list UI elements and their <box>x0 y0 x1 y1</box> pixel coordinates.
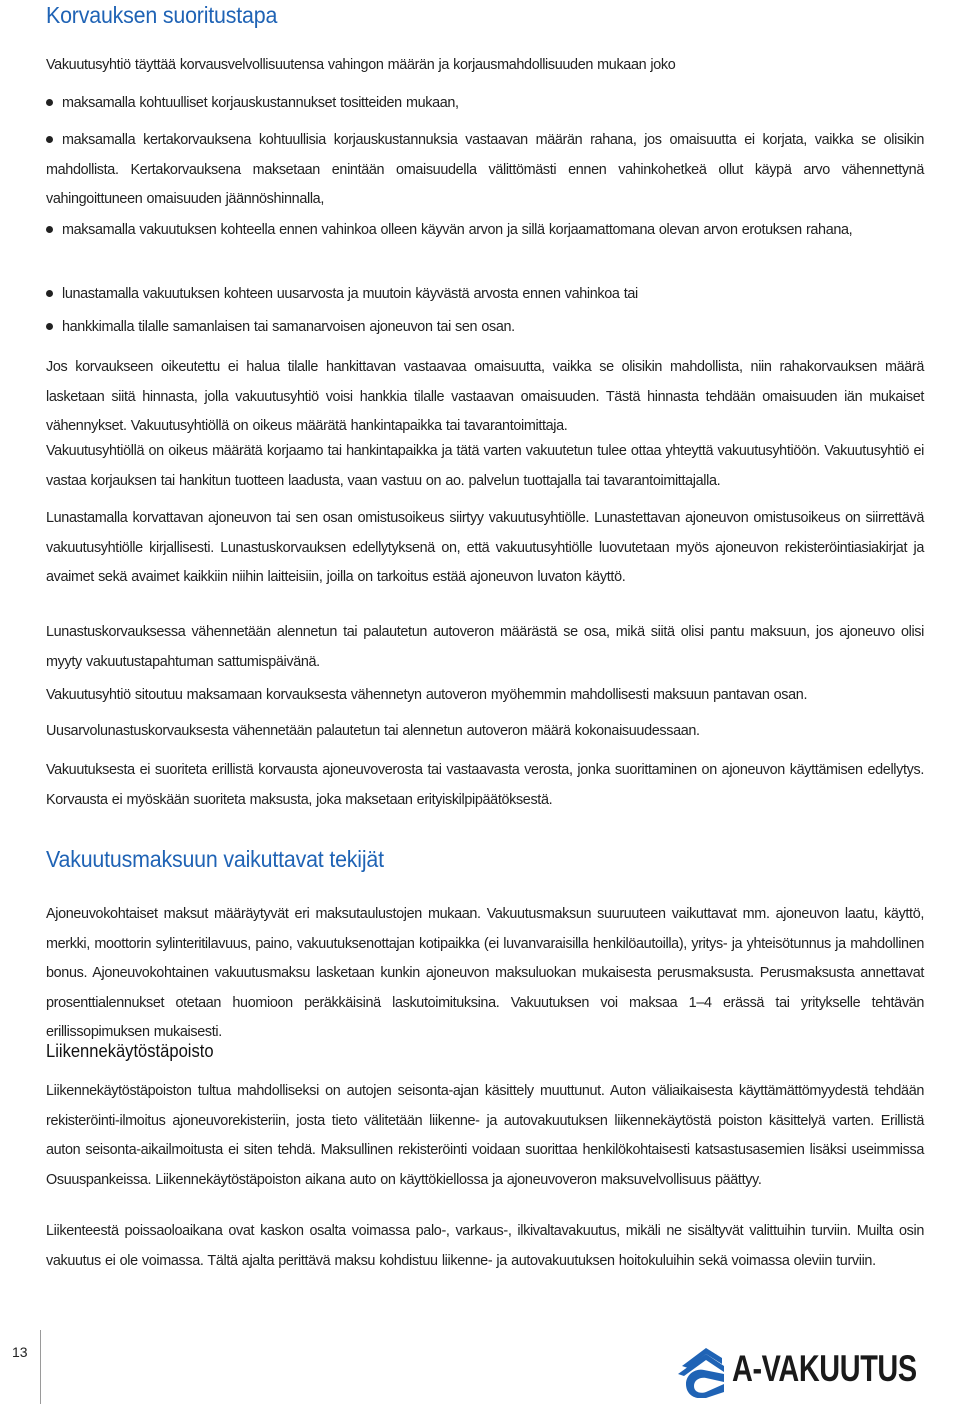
bullet-icon <box>46 290 53 297</box>
bullet-icon <box>46 323 53 330</box>
a-vakuutus-logo-icon <box>672 1344 730 1398</box>
paragraph: Lunastamalla korvattavan ajoneuvon tai sen osan omistusoikeus siirtyy vakuutusyhtiölle. Lunastettavan ajoneuvon omistusoikeus on siirrettävä vakuutusyhtiölle kirjallisesti. Lunastuskorvauksen edellytyksenä on, että vakuutusyhtiölle luovutetaan myös ajoneuvon rekisteröintiasiakirjat ja avaimet sekä avaimet kaikkiin niihin laitteisiin, joilla on tarkoitus estää ajoneuvon luvaton käyttö. <box>46 510 924 585</box>
list-item-text: maksamalla kohtuulliset korjauskustannukset tositteiden mukaan, <box>62 95 459 111</box>
section-title-vakuutusmaksuun: Vakuutusmaksuun vaikuttavat tekijät <box>46 846 384 872</box>
list-item-text: lunastamalla vakuutuksen kohteen uusarvosta ja muutoin käyvästä arvosta ennen vahinkoa tai <box>62 286 638 302</box>
footer-divider <box>40 1330 41 1404</box>
list-item <box>46 216 924 246</box>
section-title-korvauksen-suoritustapa: Korvauksen suoritustapa <box>46 2 278 28</box>
list-item-text: hankkimalla tilalle samanlaisen tai samanarvoisen ajoneuvon tai sen osan. <box>62 319 515 335</box>
paragraph: Vakuutusyhtiö sitoutuu maksamaan korvauksesta vähennetyn autoveron myöhemmin mahdollisesti maksuun pantavan osan. <box>46 687 808 703</box>
list-item-text: maksamalla vakuutuksen kohteella ennen vahinkoa olleen käyvän arvon ja sillä korjaamattomana olevan arvon erotuksen rahana, <box>62 222 853 238</box>
paragraph: Liikennekäytöstäpoiston tultua mahdolliseksi on autojen seisonta-ajan käsittely muuttunut. Auton väliaikaisesta käyttämättömyydestä tehdään rekisteröinti-ilmoitus ajoneuvorekisteriin, josta tieto välitetään liikenne- ja autovakuutuksen liikennekäytöstä poiston käsittelyä varten. Erillistä auton seisonta-aikailmoitusta ei siten tehdä. Maksullinen rekisteröinti voidaan suorittaa henkilökohtaisesti katsastusasemien lisäksi useimmissa Osuuspankeissa. Liikennekäytöstäpoiston aikana auto on käyttökiellossa ja ajoneuvoveron maksuvelvollisuus päättyy. <box>46 1083 924 1188</box>
paragraph: Vakuutuksesta ei suoriteta erillistä korvausta ajoneuvoverosta tai vastaavasta verosta, jonka suorittaminen on ajoneuvon käyttämisen edellytys. Korvausta ei myöskään suoriteta maksusta, joka maksetaan erityiskilpipäätöksestä. <box>46 762 924 808</box>
list-item <box>46 89 924 119</box>
paragraph: Lunastuskorvauksessa vähennetään alennetun tai palautetun autoveron määrästä se osa, mikä siitä olisi pantu maksuun, jos ajoneuvo olisi myyty vakuutustapahtuman sattumispäivänä. <box>46 624 924 670</box>
list-item <box>46 313 924 343</box>
intro-paragraph: Vakuutusyhtiö täyttää korvausvelvollisuutensa vahingon määrän ja korjausmahdollisuuden mukaan joko <box>46 57 676 73</box>
paragraph: Liikenteestä poissaoloaikana ovat kaskon osalta voimassa palo-, varkaus-, ilkivaltavakuutus, mikäli ne sisältyvät valittuihin turviin. Muilta osin vakuutus ei ole voimassa. Tältä ajalta perittävä maksu kohdistuu liikenne- ja autovakuutuksen hoitokuluihin sekä voimassa oleviin turviin. <box>46 1223 924 1269</box>
bullet-icon <box>46 136 53 143</box>
company-logo <box>672 1344 944 1398</box>
subsection-title: Liikennekäytöstäpoisto <box>46 1041 214 1061</box>
paragraph: Jos korvaukseen oikeutettu ei halua tilalle hankittavan vastaavaa omaisuutta, vaikka se olisikin mahdollista, niin rahakorvauksen määrä lasketaan siitä hinnasta, jolla vakuutusyhtiö voisi hankkia tilalle vastaavan omaisuuden. Tästä hinnasta tehdään omaisuuden iän mukaiset vähennykset. Vakuutusyhtiöllä on oikeus määrätä hankintapaikka tai tavarantoimittaja. <box>46 359 924 434</box>
list-item <box>46 280 924 310</box>
list-item-text: maksamalla kertakorvauksena kohtuullisia korjauskustannuksia vastaavan määrän rahana, jos omaisuutta ei korjata, vaikka se olisikin mahdollista. Kertakorvauksena maksetaan enintään omaisuudella välittömästi ennen vahinkohetkeä ollut käypä arvo vähennettynä vahingoittuneen omaisuuden jäännöshinnalla, <box>46 132 924 207</box>
bullet-icon <box>46 226 53 233</box>
page-number: 13 <box>12 1344 28 1360</box>
logo-text: A-VAKUUTUS <box>732 1348 917 1389</box>
paragraph: Ajoneuvokohtaiset maksut määräytyvät eri maksutaulustojen mukaan. Vakuutusmaksun suuruuteen vaikuttavat mm. ajoneuvon laatu, käyttö, merkki, moottorin sylinteritilavuus, paino, vakuutuksenottajan kotipaikka (ei luvanvaraisilla henkilöautoilla), yritys- ja yhteisötunnus ja mahdollinen bonus. Ajoneuvokohtainen vakuutusmaksu lasketaan kunkin ajoneuvon maksuluokan mukaisesta perusmaksusta. Perusmaksusta annettavat prosenttialennukset otetaan huomioon peräkkäisinä laskutoimituksina. Vakuutuksen voi maksaa 1–4 erässä tai yritykselle tehtävän erillissopimuksen mukaisesti. <box>46 906 924 1040</box>
paragraph: Vakuutusyhtiöllä on oikeus määrätä korjaamo tai hankintapaikka ja tätä varten vakuutetun tulee ottaa yhteyttä vakuutusyhtiöön. Vakuutusyhtiö ei vastaa korjauksen tai hankitun tuotteen laadusta, vaan vastuu on ao. palvelun tuottajalla tai tavarantoimittajalla. <box>46 443 924 489</box>
bullet-icon <box>46 99 53 106</box>
paragraph: Uusarvolunastuskorvauksesta vähennetään palautetun tai alennetun autoveron määrä kokonaisuudessaan. <box>46 723 700 739</box>
list-item <box>46 126 924 215</box>
